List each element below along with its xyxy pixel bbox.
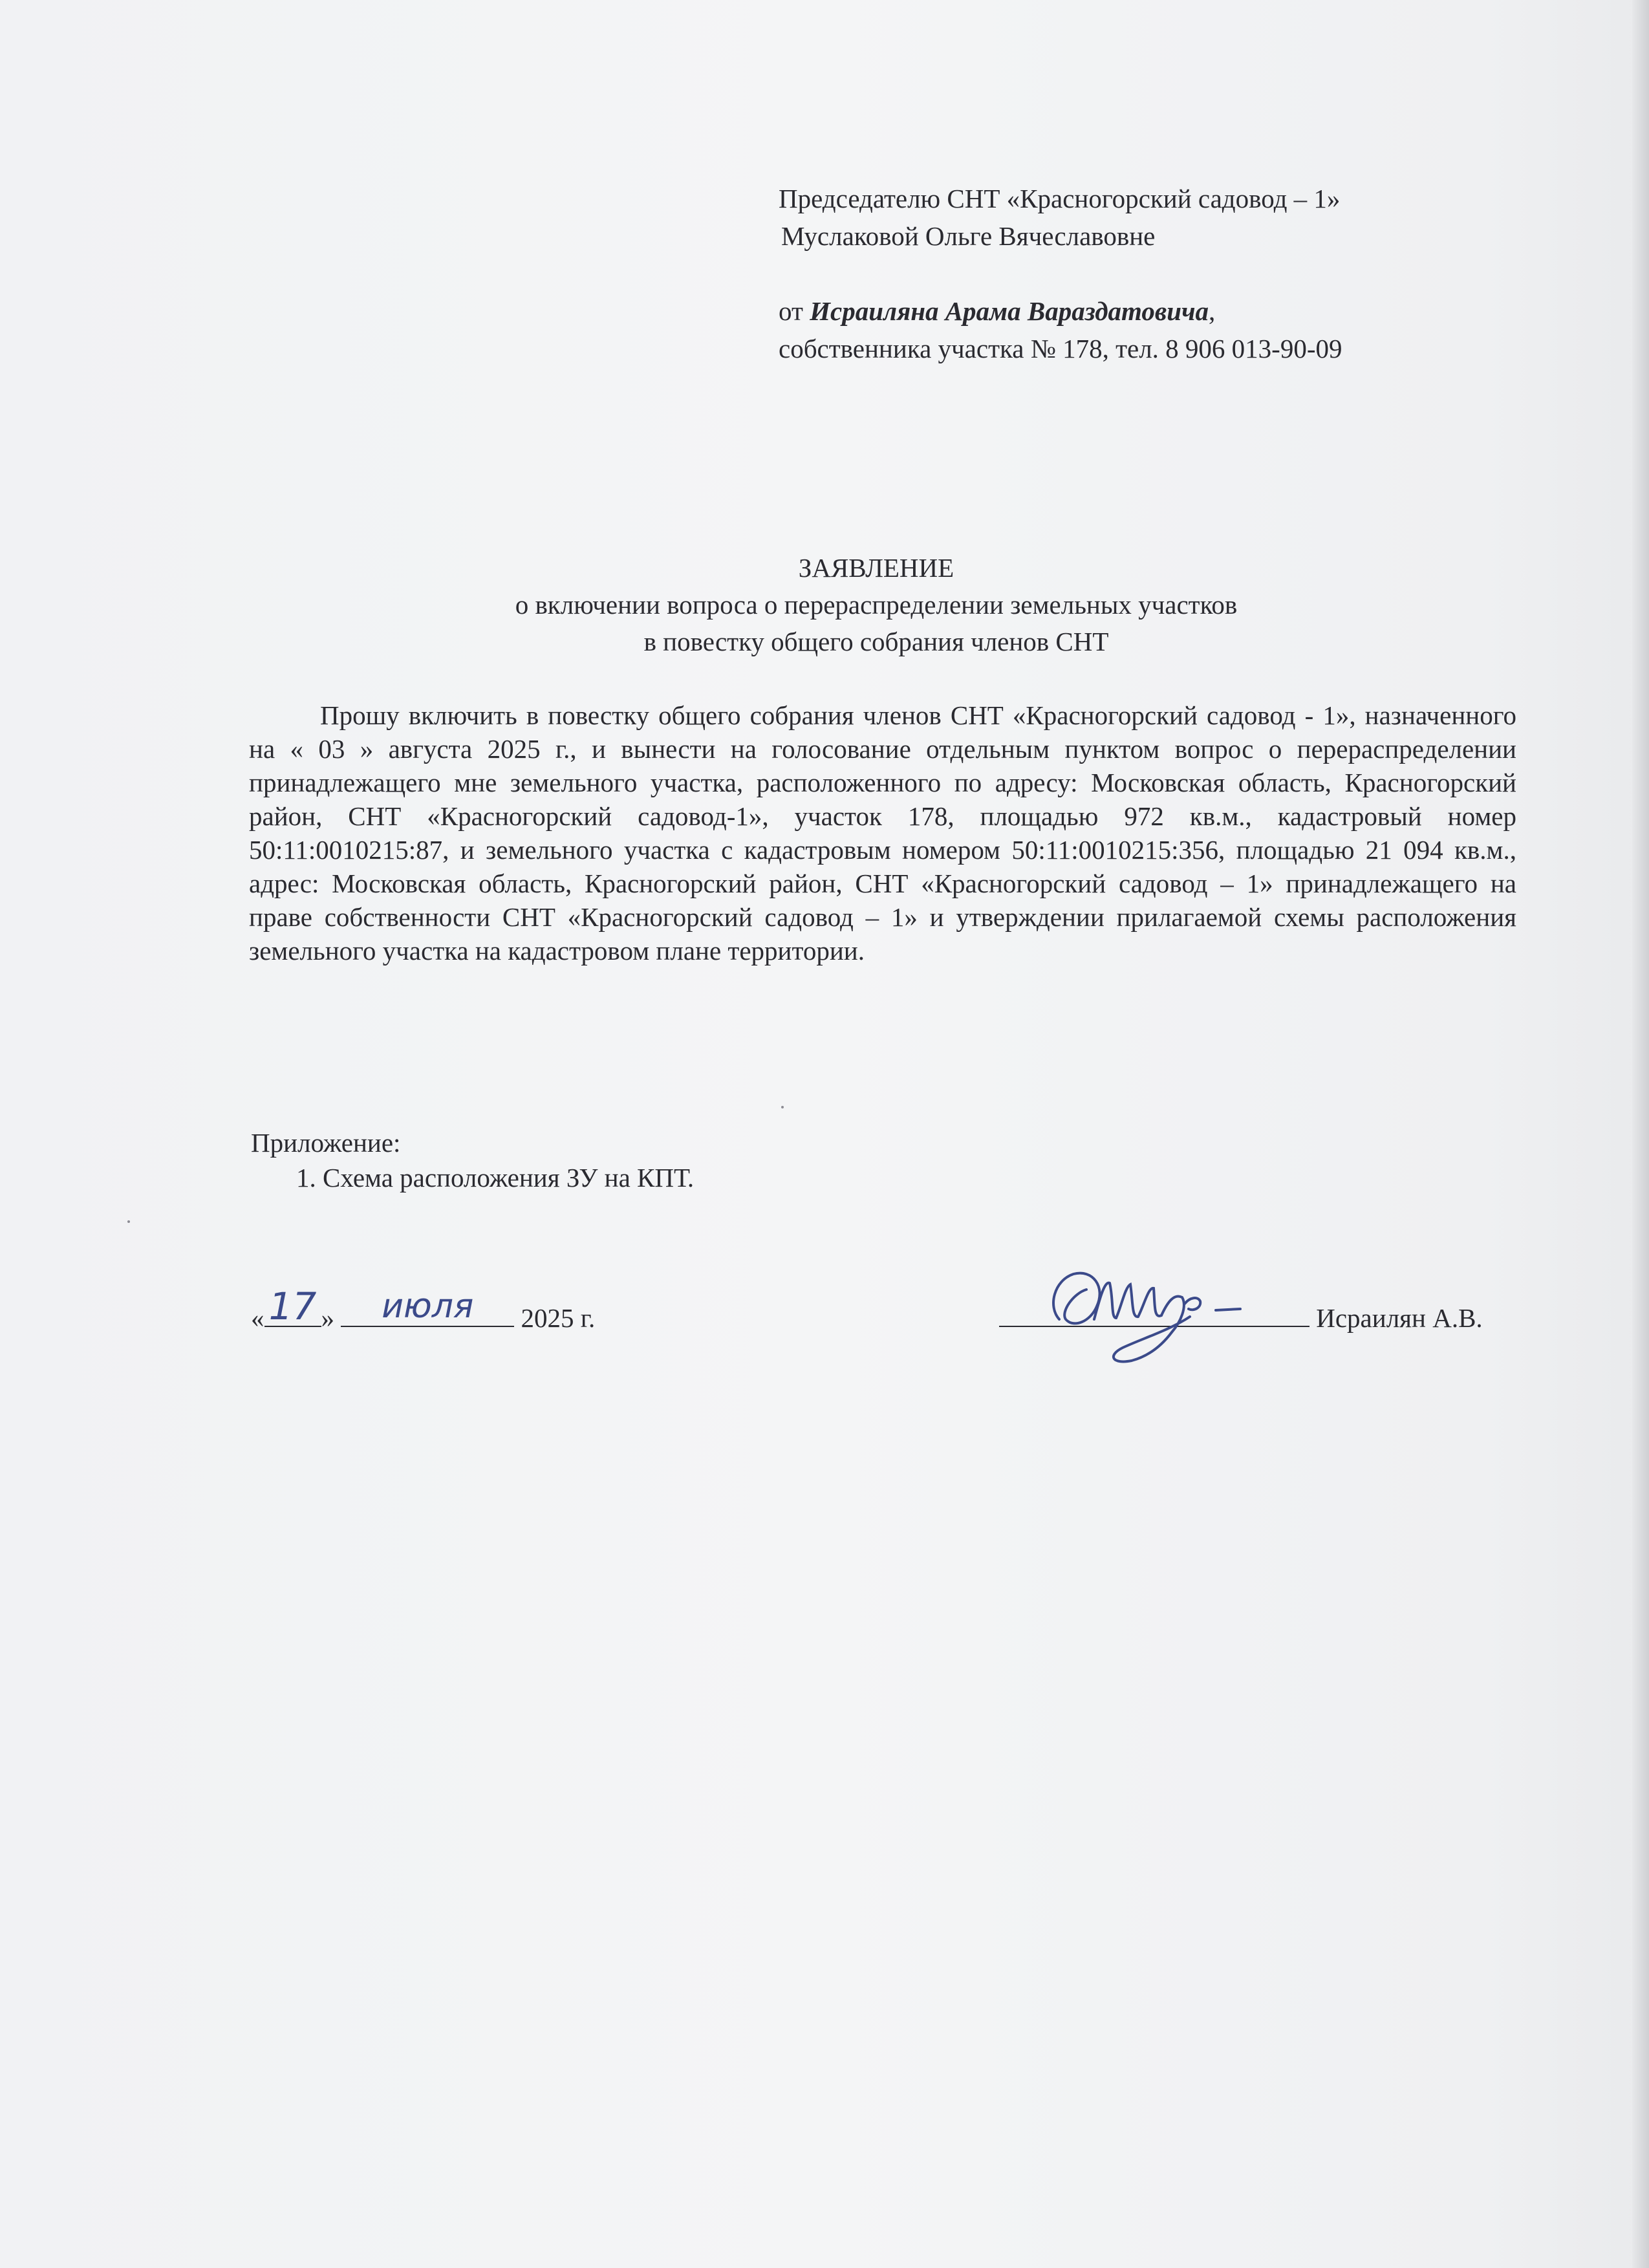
addressee-chairman: Председателю СНТ «Красногорский садовод – 1» — [779, 184, 1341, 213]
signatory-name: Исраилян А.В. — [1316, 1303, 1483, 1333]
attachment-block — [251, 1125, 694, 1195]
scan-speck — [781, 1106, 784, 1108]
sender-name: Исраиляна Арама Вараздатовича — [810, 296, 1209, 326]
request-paragraph: Прошу включить в повестку общего собрания членов СНТ «Красногорский садовод - 1», назначенного на « 03 » августа 2025 г., и вынести на голосование отдельным пунктом вопрос о перераспределении принадлежащего мне земельного участка, расположенного по адресу: Московская область, Красногорский район, СНТ «Красногорский садовод-1», участок 178, площадью 972 кв.м., кадастровый номер 50:11:0010215:87, и земельного участка с кадастровым номером 50:11:0010215:356, площадью 21 094 кв.м., адрес: Московская область, Красногорский район, СНТ «Красногорский садовод – 1» принадлежащего на праве собственности СНТ «Красногорский садовод – 1» и утверждении прилагаемой схемы расположения земельного участка на кадастровом плане территории. — [249, 700, 1516, 966]
addressee-spacer — [779, 255, 1555, 292]
date-month-handwritten: июля — [382, 1287, 474, 1326]
document-subtitle-2: в повестку общего собрания членов СНТ — [643, 627, 1109, 656]
attachment-label: Приложение: — [251, 1128, 401, 1158]
date-day-handwritten: 17 — [268, 1284, 317, 1328]
document-title-block — [246, 550, 1507, 660]
addressee-block — [779, 180, 1555, 367]
document-heading: ЗАЯВЛЕНИЕ — [798, 553, 954, 583]
sender-details: собственника участка № 178, тел. 8 906 013-90-09 — [779, 334, 1342, 363]
date-line — [251, 1284, 596, 1336]
handwritten-signature — [1035, 1242, 1255, 1377]
scan-speck — [127, 1220, 130, 1223]
attachment-item: 1. Схема расположения ЗУ на КПТ. — [296, 1163, 695, 1193]
date-month-blank — [341, 1287, 514, 1327]
date-year: 2025 г. — [521, 1303, 596, 1333]
sender-suffix: , — [1209, 296, 1216, 326]
addressee-chairman-name: Муслаковой Ольге Вячеславовне — [781, 221, 1156, 251]
document-subtitle-1: о включении вопроса о перераспределении земельных участков — [515, 590, 1238, 620]
sender-line — [779, 292, 1555, 330]
sender-prefix: от — [779, 296, 810, 326]
date-close-quote: » — [321, 1303, 334, 1333]
date-open-quote: « — [251, 1303, 264, 1333]
date-day-blank — [264, 1284, 321, 1328]
scan-edge-shadow — [1632, 0, 1649, 2268]
